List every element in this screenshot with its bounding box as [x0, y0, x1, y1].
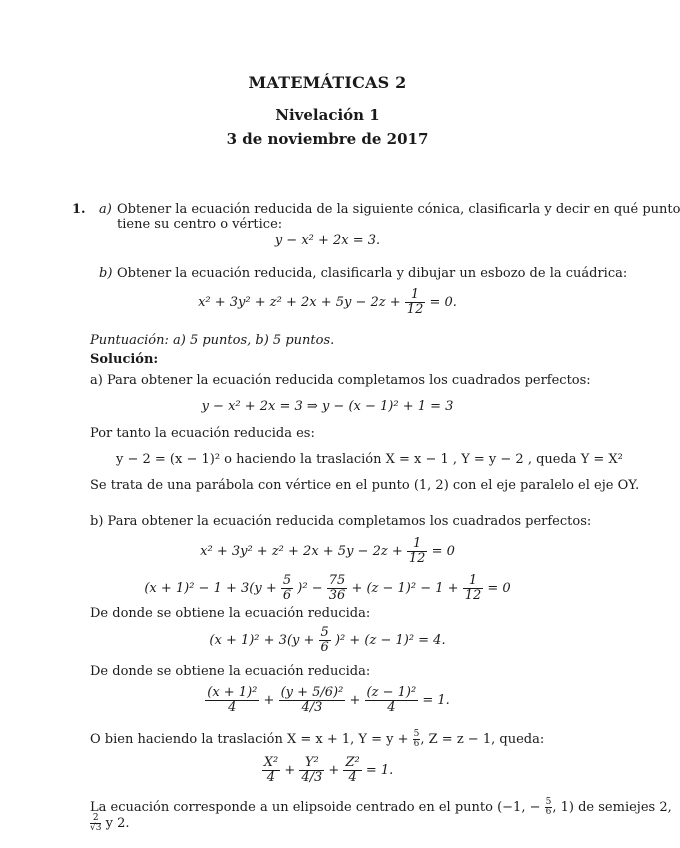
final-part1: La ecuación corresponde a un elipsoide centrado en el punto (−1, −: [90, 800, 541, 815]
eq4-rhs: = 1.: [422, 693, 450, 708]
part-a-label: a): [99, 202, 112, 217]
fraction-denominator: 6: [413, 739, 420, 749]
eq4-fraction-1: [205, 686, 259, 715]
semiaxis-fraction: [90, 814, 101, 833]
fraction-numerator: 1: [463, 574, 484, 589]
solution-b-equation-4: [0, 684, 655, 718]
solution-b-intro: b) Para obtener la ecuación reducida completamos los cuadrados perfectos:: [90, 514, 592, 529]
fraction-numerator: 5: [282, 573, 292, 588]
solution-b-equation-5: [0, 754, 655, 788]
document-subtitle: Nivelación 1: [275, 106, 380, 124]
eq1-rhs: = 0: [431, 544, 455, 559]
eq4-fraction-2: [279, 686, 346, 715]
eq3-part1: (x + 1)² + 3(y +: [209, 633, 315, 648]
eq5-fraction-2: [299, 756, 324, 785]
eq4-plus-1: +: [263, 693, 275, 708]
eq1-fraction: [407, 537, 428, 566]
solution-b-from-1: De donde se obtiene la ecuación reducida:: [90, 606, 371, 621]
eq3-fraction: [319, 626, 331, 655]
eq3-part2: )² + (z − 1)² = 4.: [334, 633, 446, 648]
fraction-numerator: (z − 1)²: [366, 685, 417, 700]
fraction-numerator: 75: [328, 573, 346, 588]
fraction-denominator: 4: [266, 770, 276, 785]
eq2-part4: = 0: [487, 581, 511, 596]
eq2-part2: )² −: [297, 581, 323, 596]
fraction-denominator: 12: [464, 588, 482, 603]
part-b-equation: [0, 288, 655, 318]
fraction-numerator: (y + 5/6)²: [280, 685, 344, 700]
fraction-numerator: 5: [413, 729, 420, 739]
document-title: MATEMÁTICAS 2: [248, 73, 407, 92]
fraction-numerator: Z²: [345, 755, 360, 770]
fraction-denominator: √3: [90, 823, 102, 833]
fraction-denominator: 4/3: [301, 700, 323, 715]
part-b-eq-lhs: x² + 3y² + z² + 2x + 5y − 2z +: [198, 295, 401, 310]
fraction-numerator: 1: [407, 537, 428, 552]
fraction-denominator: 6: [282, 588, 292, 603]
solution-b-final-line2: [90, 814, 130, 833]
part-a-equation: y − x² + 2x = 3.: [274, 233, 381, 248]
eq1-lhs: x² + 3y² + z² + 2x + 5y − 2z +: [200, 544, 403, 559]
eq5-fraction-3: [343, 756, 361, 785]
part-a-statement-line1: Obtener la ecuación reducida de la siguiente cónica, clasificarla y decir en qué punto: [117, 202, 680, 217]
eq4-fraction-3: [365, 686, 419, 715]
solution-b-equation-2: [0, 574, 655, 604]
fraction-denominator: 12: [408, 551, 426, 566]
eq4-plus-2: +: [349, 693, 361, 708]
eq2-fraction-1: [281, 574, 293, 603]
final-part4: y 2.: [105, 816, 130, 831]
solution-b-final-line1: [90, 798, 672, 817]
solution-b-from-2: De donde se obtiene la ecuación reducida:: [90, 664, 371, 679]
eq2-part1: (x + 1)² − 1 + 3(y +: [144, 581, 277, 596]
document-date: 3 de noviembre de 2017: [226, 130, 429, 148]
eq5-plus-2: +: [328, 763, 340, 778]
eq5-fraction-1: [262, 756, 280, 785]
part-a-statement-line2: tiene su centro o vértice:: [117, 217, 283, 232]
eq2-part3: + (z − 1)² − 1 +: [351, 581, 459, 596]
fraction-numerator: 2: [90, 814, 101, 824]
fraction-denominator: 36: [328, 588, 346, 603]
fraction-denominator: 4: [348, 770, 357, 785]
eq5-rhs: = 1.: [365, 763, 394, 778]
translation-part1: O bien haciendo la traslación X = x + 1, Y = y +: [90, 732, 409, 747]
fraction-numerator: 5: [545, 797, 552, 807]
fraction-numerator: X²: [263, 755, 279, 770]
solution-heading: Solución:: [90, 352, 159, 367]
fraction-numerator: 1: [405, 288, 426, 303]
fraction-denominator: 6: [320, 640, 329, 655]
fraction-numerator: Y²: [299, 756, 324, 771]
eq2-fraction-2: [327, 574, 348, 603]
fraction-denominator: 6: [545, 807, 552, 817]
fraction-numerator: (x + 1)²: [207, 685, 258, 700]
part-b-eq-fraction: [405, 288, 426, 317]
translation-part2: , Z = z − 1, queda:: [420, 732, 545, 747]
part-b-label: b): [99, 266, 113, 281]
fraction-denominator: 4: [387, 700, 396, 715]
eq2-fraction-3: [463, 574, 484, 603]
fraction-numerator: 5: [320, 625, 329, 640]
solution-a-equation: y − x² + 2x = 3 ⇒ y − (x − 1)² + 1 = 3: [201, 399, 454, 414]
part-b-statement: Obtener la ecuación reducida, clasificarla y dibujar un esbozo de la cuádrica:: [117, 266, 628, 281]
solution-a-intro: a) Para obtener la ecuación reducida completamos los cuadrados perfectos:: [90, 373, 591, 388]
scoring-note: Puntuación: a) 5 puntos, b) 5 puntos.: [90, 333, 335, 348]
solution-a-conclusion: Se trata de una parábola con vértice en el punto (1, 2) con el eje paralelo el eje OY.: [90, 478, 640, 493]
fraction-denominator: 4: [228, 700, 237, 715]
solution-a-reduced-equation: y − 2 = (x − 1)² o haciendo la traslación X = x − 1 , Y = y − 2 , queda Y = X²: [116, 452, 623, 467]
solution-b-equation-1: [0, 537, 655, 567]
problem-number: 1.: [72, 202, 86, 217]
fraction-denominator: 12: [406, 302, 424, 317]
solution-b-equation-3: [0, 626, 655, 656]
fraction-denominator: 4/3: [301, 770, 323, 785]
eq5-plus-1: +: [284, 763, 296, 778]
solution-b-translation: [90, 730, 544, 749]
part-b-eq-rhs: = 0.: [429, 295, 457, 310]
final-part2: , 1) de semiejes 2,: [552, 800, 672, 815]
solution-a-thus: Por tanto la ecuación reducida es:: [90, 426, 315, 441]
